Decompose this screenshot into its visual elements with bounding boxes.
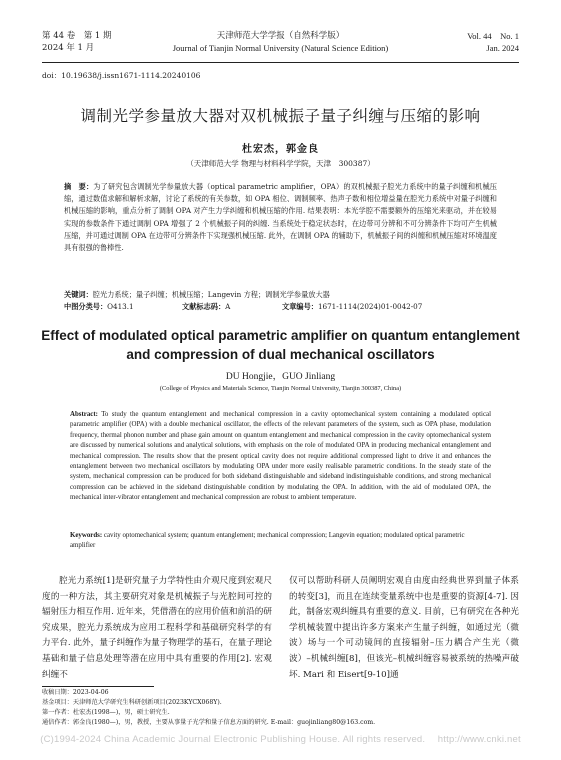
english-keywords — [70, 531, 491, 552]
header-volume-en — [467, 30, 519, 54]
article-number-value: 1671-1114(2024)01-0042-07 — [317, 302, 423, 311]
chinese-abstract — [64, 181, 497, 254]
chinese-keywords-text: 腔光力系统；量子纠缠；机械压缩；Langevin 方程；调制光学参量放大器 — [92, 290, 330, 299]
chinese-keywords — [64, 290, 497, 300]
header-volume: 第 44 卷 第 1 期 — [42, 31, 112, 41]
chinese-title: 调制光学参量放大器对双机械振子量子纠缠与压缩的影响 — [80, 107, 481, 125]
footnote-funding: 基金项目：天津师范大学研究生科研创新项目(2023KYCX068Y). — [42, 699, 222, 706]
english-keywords-label: Keywords: — [70, 532, 103, 539]
english-abstract-text: To study the quantum entanglement and mechanical compression in a cavity optomechanical system containing a modulated optical parametric amplifier (OPA) with a double mechanical oscillator, the effects of the relevant parameters of the system, such as OPA phase, modulation frequency, thermal phonon number and phase gain amount on quantum entanglement and mechanical compression in the cavity optomechanical system are discussed by numerical solutions and analytical solutions, with emphasis on the role of modulated OPA in producing mechanical entanglement and mechanical compression. The results show that the present optical cavity does not require additional compressed light to drive it and enhances the entanglement between two mechanical oscillators by modulating OPA under more easily realisable parametric conditions. In the steady state of the system, mechanical compression can be produced for both sideband distinguishable and sideband indistinguishable conditions, and strong mechanical compression can be achieved in the sideband distinguishable condition by modulating the OPA. In addition, with the aid of modulated OPA, the mechanical inter-vibrator entanglement and mechanical compression are robust to ambient temperature. — [70, 411, 491, 502]
footnotes — [42, 688, 375, 728]
header-journal-cn: 天津师范大学学报（自然科学版） — [216, 31, 345, 41]
header-vol-no: Vol. 44 No. 1 — [467, 31, 519, 41]
header-journal-en: Journal of Tianjin Normal University (Natural Science Edition) — [172, 43, 389, 53]
footnote-rule — [42, 686, 154, 687]
english-abstract-label: Abstract: — [70, 411, 98, 418]
header-date: 2024 年 1 月 — [42, 43, 95, 53]
chinese-abstract-label: 摘 要： — [64, 182, 94, 191]
doc-code-value: A — [225, 302, 231, 311]
english-title: Effect of modulated optical parametric amplifier on quantum entanglement and compression of dual mechanical oscillators — [41, 328, 520, 362]
chinese-keywords-label: 关键词： — [64, 290, 93, 299]
body-column-right: 仅可以帮助科研人员阐明宏观自由度由经典世界到量子体系的转变[3]，而且在连续变量系统中也是重要的资源[4-7]. 因此，制备宏观纠缠具有重要的意义. 目前，已有研究在各种光学机械装置中提出许多方案来产生量子纠缠，如通过光（微波）场与一个可动镜间的直接辐射–压力耦合产生光（微波）–机械纠缠[8]，但该光–机械纠缠容易被系统的热噪声破坏. Mari 和 Eisert[9-10]通 — [289, 576, 519, 680]
footnote-corresponding: 通信作者：郭金良(1980—)，男，教授，主要从事量子光学和量子信息方面的研究. E-mail：guojinliang80@163.com. — [42, 719, 376, 726]
article-number-label: 文章编号： — [282, 302, 318, 311]
body-text — [42, 574, 519, 684]
chinese-authors: 杜宏杰，郭金良 — [242, 144, 319, 155]
clc-value: O413.1 — [107, 302, 134, 311]
english-abstract — [70, 410, 491, 504]
body-column-left: 腔光力系统[1]是研究量子力学特性由介观尺度到宏观尺度的一种方法，其主要研究对象是机械振子与光腔间可控的辐射压力相互作用. 近年来，凭借潜在的应用价值和前沿的研究成果，腔光力系统成为应用工程科学和基础研究科学的有力平台. 此外，量子纠缠作为量子物理学的基石，在量子理论基础和量子信息处理等潜在应用中具有重要的作用[2]. 宏观纠缠不 — [42, 576, 272, 680]
doc-code-label: 文献标志码： — [182, 302, 226, 311]
clc-number — [64, 302, 134, 312]
header-month-year: Jan. 2024 — [486, 43, 519, 53]
footnote-received: 收稿日期：2023-04-06 — [42, 689, 109, 696]
header-journal-name — [42, 30, 519, 54]
article-number — [282, 302, 422, 312]
footnote-first-author: 第一作者：杜宏杰(1998—)，男，硕士研究生. — [42, 709, 170, 716]
english-affiliation: (College of Physics and Materials Science, Tianjin Normal University, Tianjin 300387, China) — [159, 385, 402, 392]
copyright-watermark: (C)1994-2024 China Academic Journal Electronic Publishing House. All rights reserved. http://www.cnki.net — [40, 734, 521, 745]
english-keywords-text: cavity optomechanical system; quantum entanglement; mechanical compression; Langevin equation; modulated optical parametric amplifier — [70, 532, 465, 550]
english-authors: DU Hongjie，GUO Jinliang — [225, 372, 336, 382]
chinese-abstract-text: 为了研究包含调制光学参量放大器（optical parametric amplifier，OPA）的双机械振子腔光力系统中的量子纠缠和机械压缩，通过数值求解和解析求解，讨论了系统的有关参数，如 OPA 相位、调制频率、热声子数和相位增益量在腔光力系统中对量子纠缠和机械压缩的影响，重点分析了调制 OPA 对产生力学纠缠和机械压缩的作用. 结果表明：本光学腔不需要额外的压缩光来驱动，并在较易实现的参数条件下通过调制 OPA 增强了 2 个机械振子间的纠缠. 当系统处于稳定状态时，在边带可分辨和不可分辨条件下均可产生机械压缩，并可通过调制 OPA 在边带可分辨条件下实现强机械压缩. 此外，在调制 OPA 的辅助下，机械振子间的纠缠和机械压缩对环境温度具有很强的鲁棒性. — [64, 182, 497, 253]
clc-label: 中图分类号： — [64, 302, 108, 311]
running-header — [42, 30, 519, 66]
header-rule — [42, 62, 519, 63]
doc-code — [182, 302, 230, 312]
doi-line: doi：10.19638/j.issn1671-1114.20240106 — [42, 71, 201, 80]
chinese-affiliation: （天津师范大学 物理与材料科学学院，天津 300387） — [186, 159, 375, 168]
